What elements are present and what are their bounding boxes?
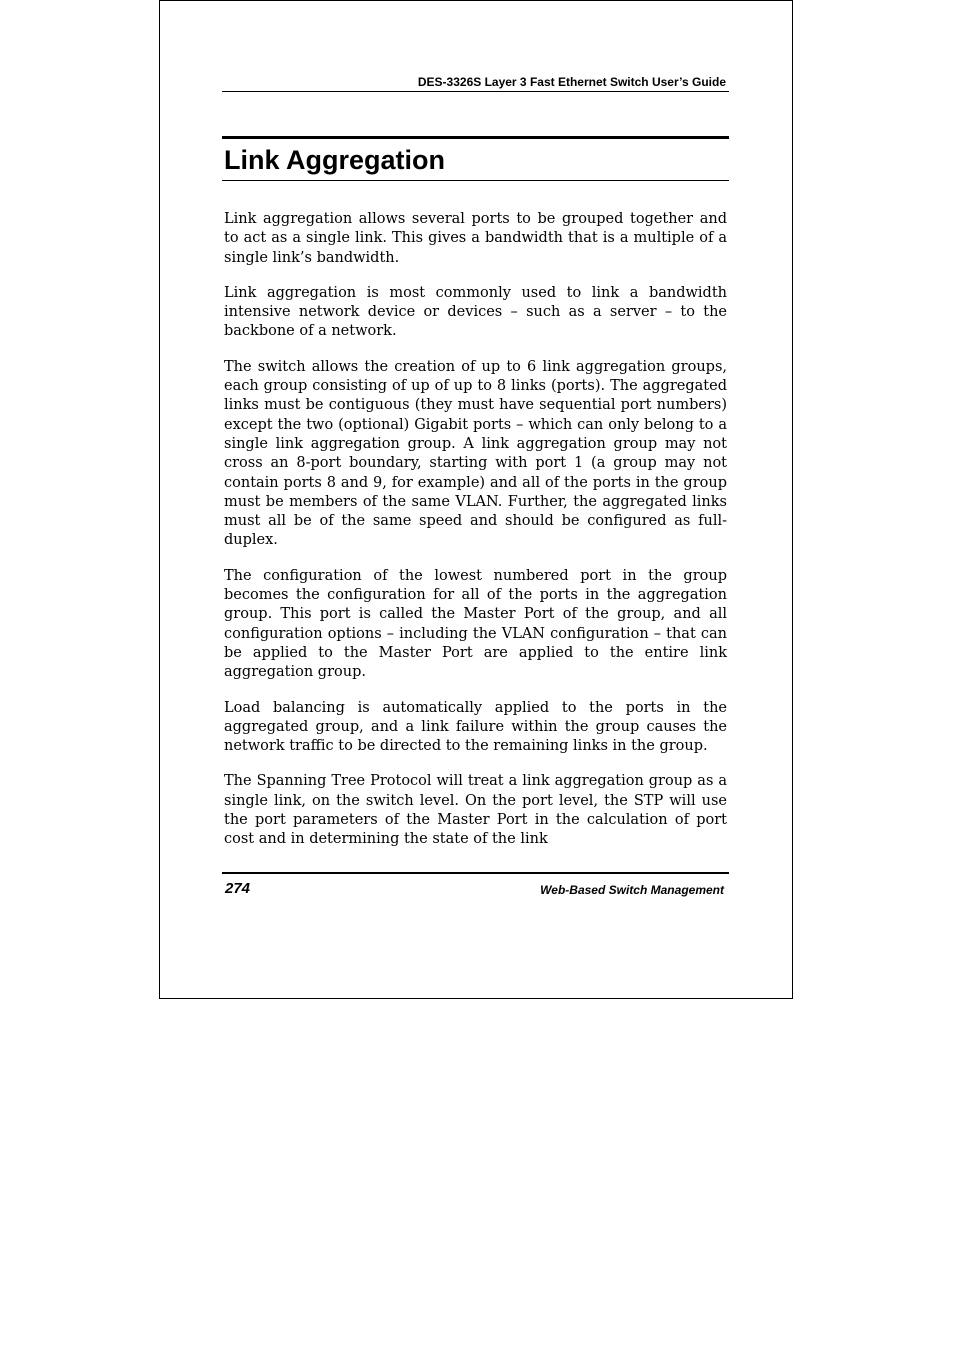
paragraph-1: Link aggregation allows several ports to be grouped together and to act as a single link. This gives a bandwidth that is a multiple of a single link’s bandwidth. [224,211,727,266]
body-text [224,210,727,866]
paragraph-6: The Spanning Tree Protocol will treat a link aggregation group as a single link, on the switch level. On the port level, the STP will use the port parameters of the Master Port in the calculation of port cost and in determining the state of the link [224,773,727,848]
paragraph-5: Load balancing is automatically applied to the ports in the aggregated group, and a link failure within the group causes the network traffic to be directed to the remaining links in the group. [224,699,727,755]
title-rule-bottom [222,180,729,181]
title-rule-top [222,136,729,139]
header-rule [222,91,729,92]
chapter-title: Link Aggregation [224,145,445,175]
running-footer: Web-Based Switch Management [540,883,724,897]
paragraph-4: The configuration of the lowest numbered port in the group becomes the configuration for all of the ports in the aggregation group. This port is called the Master Port of the group, and all configuration options – including the VLAN configuration – that can be applied to the Master Port are applied to the entire link aggregation group. [224,567,727,681]
footer-rule [222,872,729,874]
paragraph-3: The switch allows the creation of up to 6 link aggregation groups, each group consisting of up of up to 8 links (ports). The aggregated links must be contiguous (they must have sequential port numbers) except the two (optional) Gigabit ports – which can only belong to a single link aggregation group. A link aggregation group may not cross an 8-port boundary, starting with port 1 (a group may not contain ports 8 and 9, for example) and all of the ports in the group must be members of the same VLAN. Further, the aggregated links must all be of the same speed and should be configured as full-duplex. [224,358,727,549]
running-header: DES-3326S Layer 3 Fast Ethernet Switch User’s Guide [417,75,726,89]
paragraph-2: Link aggregation is most commonly used to link a bandwidth intensive network device or devices – such as a server – to the backbone of a network. [224,284,727,340]
page-number: 274 [225,880,251,897]
